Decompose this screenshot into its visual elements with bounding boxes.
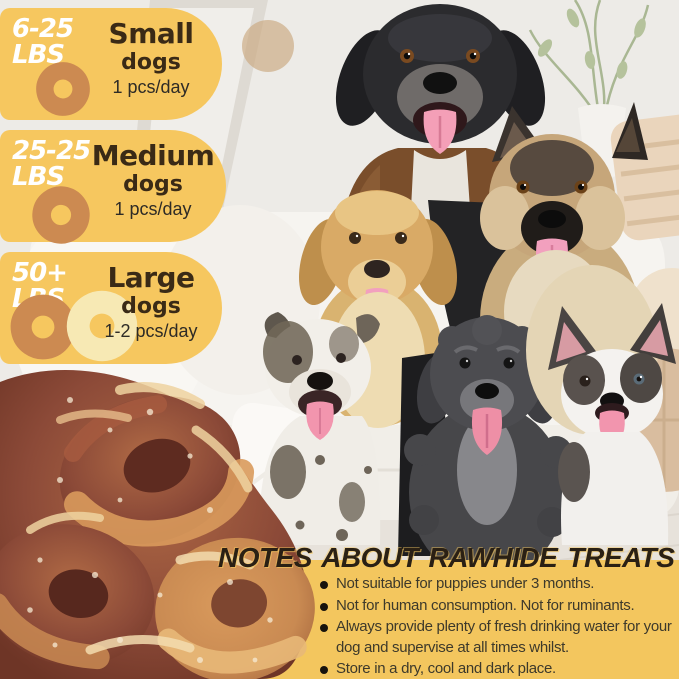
weight-unit: LBS: [12, 162, 65, 192]
notes-heading: NOTES ABOUT RAWHIDE TREATS: [218, 542, 675, 573]
donut-icon: [29, 55, 98, 124]
weight-range: 50+: [12, 258, 67, 288]
note-bullet: Store in a dry, cool and dark place.: [320, 659, 679, 679]
species-label: dogs: [123, 172, 183, 197]
feeding-card-large: [0, 252, 222, 364]
weight-unit: LBS: [12, 40, 65, 70]
weight-range: 6-25: [12, 14, 74, 44]
note-bullet: Not suitable for puppies under 3 months.: [320, 574, 679, 595]
size-label: Large: [107, 261, 195, 294]
note-bullet: Always provide plenty of fresh drinking water for your dog and supervise at all times whilst.: [320, 617, 679, 658]
ration-label: 1-2 pcs/day: [104, 321, 198, 341]
notes-list: [320, 574, 679, 679]
ration-label: 1 pcs/day: [112, 77, 190, 97]
weight-unit: LBS: [12, 284, 65, 314]
treats-photo: [0, 360, 340, 679]
size-label: Small: [108, 17, 194, 50]
note-bullet: Not for human consumption. Not for ruminants.: [320, 596, 679, 617]
size-label: Medium: [91, 139, 215, 172]
feeding-card-medium: [0, 130, 226, 242]
donut-icon: [26, 180, 96, 250]
ration-label: 1 pcs/day: [114, 199, 192, 219]
weight-range: 25-25: [12, 136, 91, 166]
species-label: dogs: [121, 294, 181, 319]
species-label: dogs: [121, 50, 181, 75]
feeding-card-small: [0, 8, 222, 120]
wall-decor: [242, 20, 294, 72]
